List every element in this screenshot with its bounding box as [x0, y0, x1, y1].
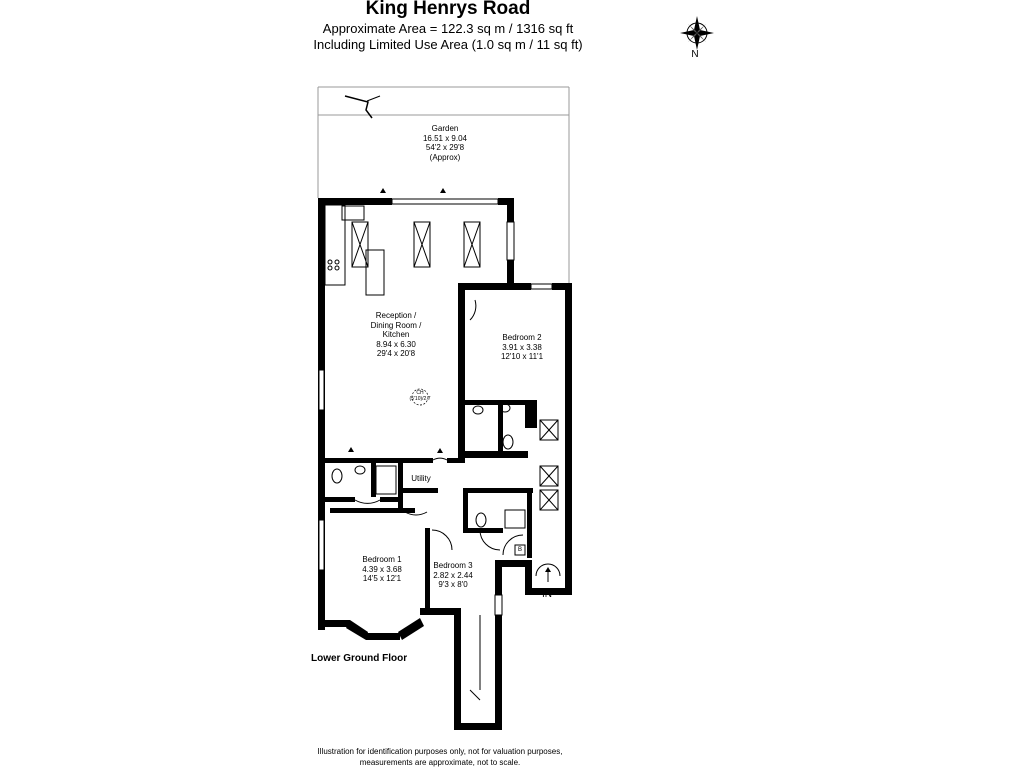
bedroom1-metric: 4.39 x 3.68 [362, 564, 402, 574]
reception-name-3: Kitchen [382, 330, 410, 339]
bedroom1-name: Bedroom 1 [362, 555, 402, 564]
bedroom2-name: Bedroom 2 [502, 333, 542, 342]
reception-name-1: Reception / [375, 311, 417, 320]
utility-label [403, 474, 439, 484]
bedroom2-imperial: 12'10 x 11'1 [500, 352, 544, 361]
bedroom3-name: Bedroom 3 [433, 561, 473, 570]
bedroom3-label [425, 561, 481, 590]
bedroom3-metric: 2.82 x 2.44 [433, 570, 473, 580]
garden-break-ticks [367, 96, 380, 101]
ch-height: (5'10)/2.7 [409, 396, 431, 402]
bedroom1-label [352, 555, 412, 584]
bedroom3-imperial: 9'3 x 8'0 [438, 580, 468, 589]
boiler-label [515, 546, 525, 556]
bedroom2-metric: 3.91 x 3.38 [502, 342, 542, 352]
reception-name-2: Dining Room / [370, 320, 422, 330]
garden-note: (Approx) [429, 152, 461, 162]
bedroom2-label [492, 333, 552, 362]
garden-boundary [318, 87, 569, 283]
kitchen-fittings [325, 205, 384, 295]
garden-label [412, 124, 478, 162]
entrance-arrow [545, 567, 551, 582]
disclaimer-line-1: Illustration for identification purposes only, not for valuation purposes, [317, 747, 563, 756]
approximate-area: Approximate Area = 122.3 sq m / 1316 sq ft [322, 21, 574, 36]
ch-label [405, 390, 435, 402]
garden-name: Garden [431, 124, 459, 133]
utility-name: Utility [411, 474, 431, 483]
outer-walls [318, 198, 572, 730]
garden-metric: 16.51 x 9.04 [422, 133, 468, 143]
limited-use-area: Including Limited Use Area (1.0 sq m / 11 sq ft) [313, 37, 583, 52]
reception-metric: 8.94 x 6.30 [376, 339, 416, 349]
disclaimer-line-2: measurements are approximate, not to scale. [359, 758, 521, 767]
bedroom1-imperial: 14'5 x 12'1 [362, 574, 402, 583]
floor-label: Lower Ground Floor [311, 653, 408, 664]
garden-imperial: 54'2 x 29'8 [425, 143, 465, 152]
ch-text: CH [416, 390, 424, 396]
entrance-label: IN [542, 589, 552, 600]
reception-imperial: 29'4 x 20'8 [376, 349, 416, 358]
boiler-text: B [517, 547, 522, 553]
plan-title: King Henrys Road [365, 0, 531, 19]
compass-north-label: N [691, 49, 699, 60]
reception-label [356, 311, 436, 359]
skylights [352, 222, 558, 510]
